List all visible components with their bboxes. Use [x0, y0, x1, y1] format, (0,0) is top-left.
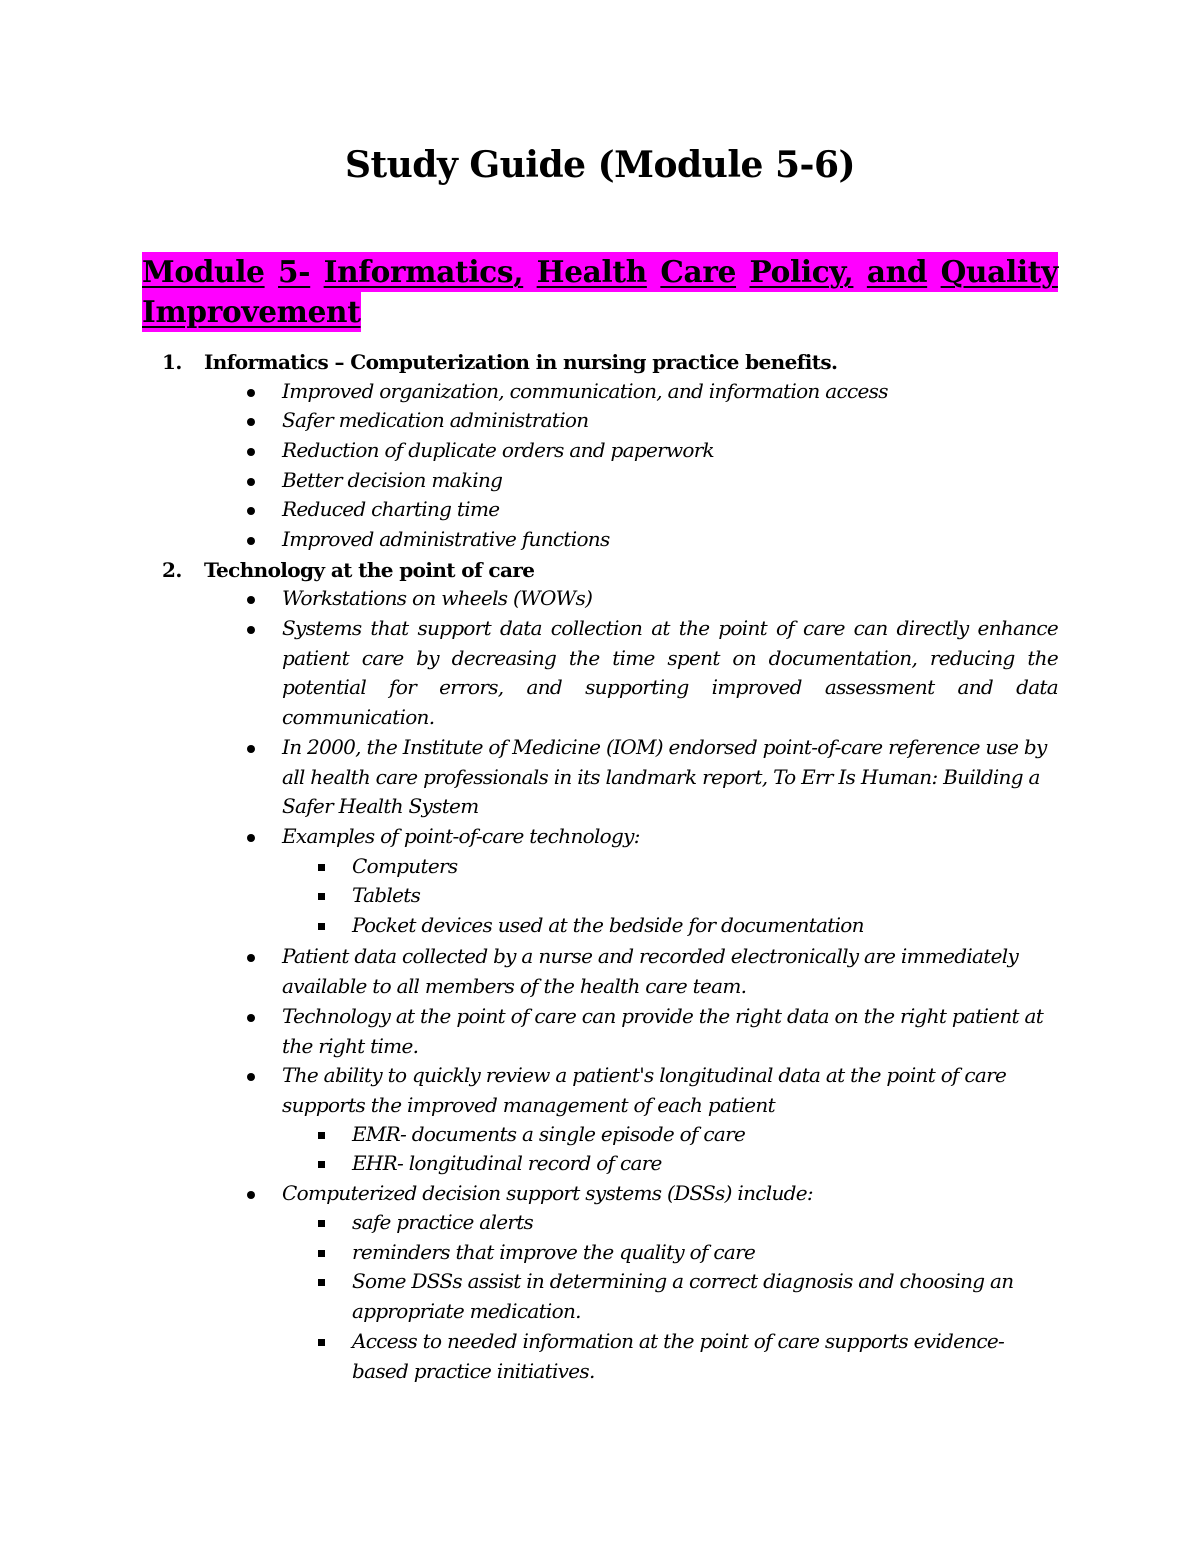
sub-list-item: Computers	[352, 854, 458, 878]
sub-list-item: reminders that improve the quality of care	[352, 1240, 756, 1264]
module-heading	[142, 252, 1058, 332]
list-item: Examples of point-of-care technology:	[282, 824, 640, 848]
module-heading-word: 5-	[278, 254, 311, 289]
list-item: Workstations on wheels (WOWs)	[282, 586, 593, 610]
module-heading-word: Health	[536, 254, 647, 289]
module-heading-word: Module	[142, 254, 265, 289]
bullet-icon	[247, 537, 255, 545]
module-heading-word: Care	[660, 254, 737, 289]
sub-list-item: Tablets	[352, 883, 421, 907]
list-item: In 2000, the Institute of Medicine (IOM) endorsed point-of-care reference use by all health care professionals in its landmark report, To Err Is Human: Building a Safer Health System	[282, 735, 1047, 819]
document-title: Study Guide (Module 5-6)	[344, 144, 856, 186]
list-item: Improved organization, communication, and information access	[282, 379, 888, 403]
list-item: Reduced charting time	[282, 497, 500, 521]
square-bullet-icon	[318, 1250, 325, 1257]
bullet-icon	[247, 596, 255, 604]
section-heading	[162, 347, 837, 377]
list-item: Technology at the point of care can provide the right data on the right patient at the right time.	[282, 1004, 1044, 1058]
bullet-icon	[247, 418, 255, 426]
square-bullet-icon	[318, 1220, 325, 1227]
square-bullet-icon	[318, 864, 325, 871]
square-bullet-icon	[318, 893, 325, 900]
sub-list-item: safe practice alerts	[352, 1210, 534, 1234]
list-item: Patient data collected by a nurse and recorded electronically are immediately available to all members of the health care team.	[282, 944, 1019, 998]
square-bullet-icon	[318, 1132, 325, 1139]
module-heading-line-2: Improvement	[142, 292, 361, 332]
sub-list-item: Some DSSs assist in determining a correct diagnosis and choosing an appropriate medication.	[352, 1269, 1014, 1323]
bullet-icon	[247, 834, 255, 842]
square-bullet-icon	[318, 1339, 325, 1346]
list-item: Reduction of duplicate orders and paperwork	[282, 438, 714, 462]
section-heading	[162, 555, 534, 585]
bullet-icon	[247, 478, 255, 486]
bullet-icon	[247, 1191, 255, 1199]
list-item: Computerized decision support systems (DSSs) include:	[282, 1181, 813, 1205]
list-item: Systems that support data collection at the point of care can directly enhance patient care by decreasing the time spent on documentation, reducing the potential for errors, and supporting improved assessment and data communication.	[282, 616, 1058, 730]
section-heading-text: Informatics – Computerization in nursing practice benefits.	[204, 350, 838, 374]
bullet-icon	[247, 448, 255, 456]
square-bullet-icon	[318, 1161, 325, 1168]
bullet-icon	[247, 1073, 255, 1081]
list-item: Safer medication administration	[282, 408, 589, 432]
module-heading-word: Informatics,	[323, 254, 524, 289]
module-heading-word: Quality	[940, 254, 1058, 289]
module-heading-word: and	[866, 254, 928, 289]
square-bullet-icon	[318, 923, 325, 930]
bullet-icon	[247, 389, 255, 397]
sub-list-item: EHR- longitudinal record of care	[352, 1151, 662, 1175]
list-item: Improved administrative functions	[282, 527, 610, 551]
section-number: 2.	[162, 558, 182, 582]
bullet-icon	[247, 626, 255, 634]
section-heading-text: Technology at the point of care	[204, 558, 535, 582]
module-heading-line-1	[142, 252, 1058, 292]
bullet-icon	[247, 954, 255, 962]
list-item: Better decision making	[282, 468, 503, 492]
square-bullet-icon	[318, 1279, 325, 1286]
sub-list-item: Access to needed information at the point of care supports evidence-based practice initiatives.	[352, 1329, 1005, 1383]
sub-list-item: Pocket devices used at the bedside for documentation	[352, 913, 864, 937]
list-item: The ability to quickly review a patient's longitudinal data at the point of care supports the improved management of each patient	[282, 1063, 1007, 1117]
sub-list-item: EMR- documents a single episode of care	[352, 1122, 746, 1146]
module-heading-word: Policy,	[749, 254, 854, 289]
bullet-icon	[247, 507, 255, 515]
bullet-icon	[247, 745, 255, 753]
bullet-icon	[247, 1014, 255, 1022]
section-number: 1.	[162, 350, 182, 374]
